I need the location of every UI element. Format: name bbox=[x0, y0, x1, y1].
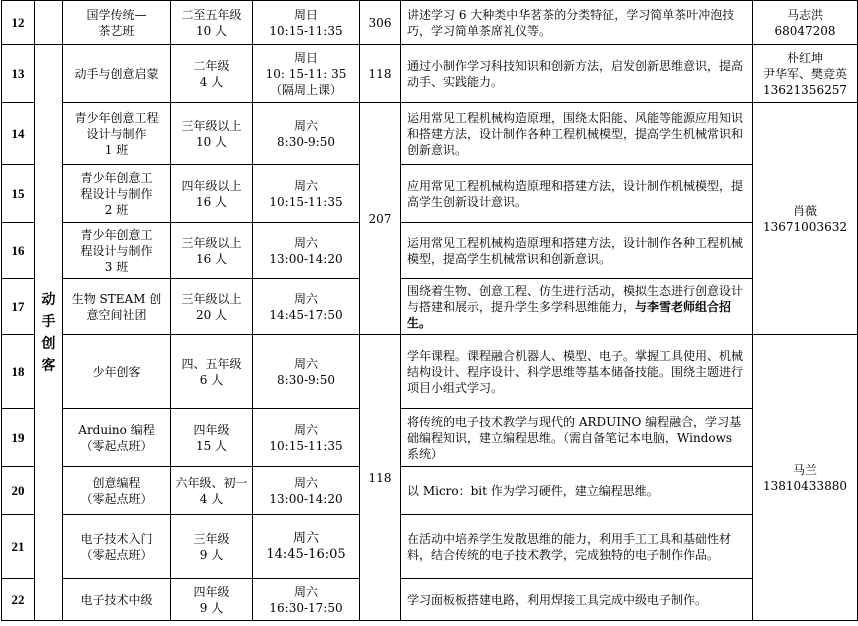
course-description bbox=[401, 223, 753, 279]
row-number: 17 bbox=[2, 279, 35, 335]
quota-line: 10 人 bbox=[195, 134, 228, 149]
grade-line: 三年级以上 bbox=[181, 118, 242, 133]
category-cell-empty bbox=[35, 1, 63, 45]
table-row bbox=[2, 579, 858, 621]
grade-quota bbox=[171, 335, 253, 409]
table-row bbox=[2, 409, 858, 467]
grade-quota bbox=[171, 579, 253, 621]
course-name bbox=[63, 165, 171, 223]
course-name bbox=[63, 467, 171, 515]
course-name-line: 意空间社团 bbox=[86, 307, 147, 322]
quota-line: 4 人 bbox=[199, 74, 224, 89]
course-name bbox=[63, 335, 171, 409]
quota-line: 20 人 bbox=[195, 307, 228, 322]
grade-quota bbox=[171, 279, 253, 335]
grade-quota bbox=[171, 223, 253, 279]
course-description bbox=[401, 279, 753, 335]
grade-quota bbox=[171, 515, 253, 579]
table-row bbox=[2, 335, 858, 409]
time-range: 8:30-9:50 bbox=[277, 372, 335, 387]
course-name bbox=[63, 103, 171, 165]
course-name-line: 程设计与制作 bbox=[80, 243, 153, 258]
course-name-line: 设计与制作 bbox=[86, 126, 147, 141]
teacher-contact bbox=[753, 335, 858, 621]
quota-line: 9 人 bbox=[199, 600, 224, 615]
teacher-contact bbox=[753, 103, 858, 335]
quota-line: 10 人 bbox=[195, 23, 228, 38]
table-row bbox=[2, 515, 858, 579]
row-number: 16 bbox=[2, 223, 35, 279]
description-text: 应用常见工程机械构造原理和搭建方法，设计制作机械模型，提高学生创新设计意识。 bbox=[407, 178, 744, 209]
time-day: 周日 bbox=[293, 7, 318, 22]
description-text: 运用常见工程机械构造原理和搭建方法，设计制作各种工程机械模型，提高学生机械常识和创新意识。 bbox=[407, 235, 744, 266]
class-time bbox=[253, 335, 360, 409]
time-range: 13:00-14:20 bbox=[269, 491, 343, 506]
row-number: 18 bbox=[2, 335, 35, 409]
teacher-contact bbox=[753, 1, 858, 45]
teacher-name: 马兰 bbox=[792, 462, 817, 477]
course-name-line: 2 班 bbox=[104, 202, 129, 217]
grade-quota bbox=[171, 103, 253, 165]
course-description bbox=[401, 579, 753, 621]
course-name bbox=[63, 279, 171, 335]
grade-line: 二至五年级 bbox=[181, 7, 242, 22]
row-number: 20 bbox=[2, 467, 35, 515]
quota-line: 16 人 bbox=[195, 194, 228, 209]
course-name-line: 青少年创意工 bbox=[80, 170, 153, 185]
row-number: 13 bbox=[2, 45, 35, 103]
time-day: 周六 bbox=[293, 235, 318, 250]
time-range: 16:30-17:50 bbox=[269, 600, 343, 615]
row-number: 19 bbox=[2, 409, 35, 467]
teacher-name: 尹华军、樊竞英 bbox=[762, 66, 847, 81]
course-name-line: （零起点班） bbox=[80, 491, 153, 506]
time-range: 10: 15-11: 35 bbox=[265, 66, 347, 81]
time-day: 周六 bbox=[293, 356, 318, 371]
class-time bbox=[253, 409, 360, 467]
table-row bbox=[2, 279, 858, 335]
row-number: 12 bbox=[2, 1, 35, 45]
class-time bbox=[253, 45, 360, 103]
course-schedule-table bbox=[1, 0, 858, 621]
teacher-phone: 13810433880 bbox=[763, 478, 847, 493]
table-row bbox=[2, 467, 858, 515]
quota-line: 15 人 bbox=[195, 438, 228, 453]
description-text: 通过小制作学习科技知识和创新方法，启发创新思维意识，提高动手、实践能力。 bbox=[407, 58, 744, 89]
course-name bbox=[63, 579, 171, 621]
grade-quota bbox=[171, 165, 253, 223]
grade-line: 二年级 bbox=[193, 58, 230, 73]
course-name-line: 程设计与制作 bbox=[80, 186, 153, 201]
class-time bbox=[253, 579, 360, 621]
course-name-line: 动手与创意启蒙 bbox=[74, 66, 159, 81]
grade-line: 三年级以上 bbox=[181, 291, 242, 306]
description-text: 将传统的电子技术教学与现代的 ARDUINO 编程融合，学习基础编程知识，建立编程思维。（需自备笔记本电脑，Windows 系统） bbox=[407, 414, 742, 461]
time-note: （隔周上课） bbox=[269, 82, 342, 97]
room-number: 306 bbox=[360, 1, 401, 45]
course-name bbox=[63, 45, 171, 103]
course-description bbox=[401, 409, 753, 467]
grade-line: 四年级 bbox=[193, 422, 230, 437]
row-number: 14 bbox=[2, 103, 35, 165]
quota-line: 6 人 bbox=[199, 372, 224, 387]
course-name-line: 3 班 bbox=[104, 259, 129, 274]
course-name-line: （零起点班） bbox=[80, 547, 153, 562]
description-text: 学习面板板搭建电路，利用焊接工具完成中级电子制作。 bbox=[407, 592, 708, 607]
time-day: 周六 bbox=[293, 178, 318, 193]
course-name-line: （零起点班） bbox=[80, 438, 153, 453]
class-time bbox=[253, 223, 360, 279]
row-number: 22 bbox=[2, 579, 35, 621]
time-range: 14:45-17:50 bbox=[269, 307, 343, 322]
grade-quota bbox=[171, 467, 253, 515]
time-day: 周日 bbox=[293, 50, 318, 65]
grade-line: 四年级 bbox=[193, 584, 230, 599]
category-label bbox=[35, 45, 63, 621]
grade-quota bbox=[171, 1, 253, 45]
table-row bbox=[2, 45, 858, 103]
table-row bbox=[2, 165, 858, 223]
course-description bbox=[401, 515, 753, 579]
time-range: 10:15-11:35 bbox=[269, 194, 343, 209]
table-row bbox=[2, 1, 858, 45]
description-text: 围绕着生物、创意工程、仿生进行活动，模拟生态进行创意设计与搭建和展示，提升学生多学科思维能力， bbox=[407, 283, 744, 314]
grade-line: 四年级以上 bbox=[181, 178, 242, 193]
course-description bbox=[401, 1, 753, 45]
teacher-name: 朴红坤 bbox=[786, 50, 823, 65]
grade-line: 三年级 bbox=[193, 531, 230, 546]
course-name-line: 少年创客 bbox=[92, 364, 141, 379]
room-number: 118 bbox=[360, 45, 401, 103]
description-text: 运用常见工程机械构造原理，围绕太阳能、风能等能源应用知识和搭建方法，设计制作各种工程机械模型，提高学生机械常识和创新意识。 bbox=[407, 110, 744, 157]
time-day: 周六 bbox=[293, 584, 318, 599]
course-name-line: 生物 STEAM 创 bbox=[71, 291, 162, 306]
course-name-line: Arduino 编程 bbox=[78, 422, 155, 437]
time-day: 周六 bbox=[293, 422, 318, 437]
category-char: 创 bbox=[41, 335, 56, 352]
description-text: 讲述学习 6 大种类中华茗茶的分类特征，学习简单茶叶冲泡技巧，学习简单茶席礼仪等。 bbox=[407, 7, 735, 38]
description-text: 在活动中培养学生发散思维的能力，利用手工工具和基础性材料，结合传统的电子技术教学，完成独特的电子制作作品。 bbox=[407, 531, 732, 562]
grade-line: 六年级、初一 bbox=[175, 475, 248, 490]
table-row bbox=[2, 103, 858, 165]
teacher-phone: 13671003632 bbox=[763, 219, 847, 234]
description-bold-note: 与李雪老师组合招生。 bbox=[407, 299, 732, 330]
row-number: 21 bbox=[2, 515, 35, 579]
row-number: 15 bbox=[2, 165, 35, 223]
course-description bbox=[401, 45, 753, 103]
course-description bbox=[401, 467, 753, 515]
course-description bbox=[401, 335, 753, 409]
class-time bbox=[253, 279, 360, 335]
table-row bbox=[2, 223, 858, 279]
course-name-line: 创意编程 bbox=[92, 475, 141, 490]
time-day: 周六 bbox=[293, 475, 318, 490]
time-day: 周六 bbox=[292, 530, 319, 546]
class-time bbox=[253, 1, 360, 45]
category-char: 手 bbox=[41, 313, 56, 330]
class-time bbox=[253, 515, 360, 579]
course-name bbox=[63, 223, 171, 279]
course-name-line: 电子技术中级 bbox=[80, 592, 153, 607]
course-name-line: 电子技术入门 bbox=[80, 531, 153, 546]
class-time bbox=[253, 165, 360, 223]
teacher-phone: 13621356257 bbox=[763, 82, 847, 97]
teacher-phone: 68047208 bbox=[774, 23, 836, 38]
category-char: 客 bbox=[41, 357, 56, 374]
course-name-line: 国学传统— bbox=[86, 7, 147, 22]
room-number: 118 bbox=[360, 335, 401, 621]
grade-quota bbox=[171, 409, 253, 467]
time-range: 14:45-16:05 bbox=[266, 546, 346, 562]
course-name-line: 青少年创意工程 bbox=[74, 110, 159, 125]
time-range: 13:00-14:20 bbox=[269, 251, 343, 266]
teacher-name: 肖薇 bbox=[792, 203, 817, 218]
description-text: 学年课程。课程融合机器人、模型、电子。掌握工具使用、机械结构设计、程序设计、科学思维等基本储备技能。围绕主题进行项目小组式学习。 bbox=[407, 348, 744, 395]
quota-line: 4 人 bbox=[199, 491, 224, 506]
time-range: 10:15-11:35 bbox=[269, 23, 343, 38]
time-day: 周六 bbox=[293, 291, 318, 306]
grade-line: 三年级以上 bbox=[181, 235, 242, 250]
time-day: 周六 bbox=[293, 118, 318, 133]
course-description bbox=[401, 165, 753, 223]
category-char: 动 bbox=[41, 291, 56, 308]
grade-quota bbox=[171, 45, 253, 103]
quota-line: 9 人 bbox=[199, 547, 224, 562]
course-name bbox=[63, 1, 171, 45]
description-text: 以 Micro：bit 作为学习硬件，建立编程思维。 bbox=[407, 483, 659, 498]
class-time bbox=[253, 103, 360, 165]
course-name-line: 1 班 bbox=[104, 142, 129, 157]
class-time bbox=[253, 467, 360, 515]
course-name-line: 青少年创意工 bbox=[80, 227, 153, 242]
course-description bbox=[401, 103, 753, 165]
course-name-line: 茶艺班 bbox=[98, 23, 135, 38]
quota-line: 16 人 bbox=[195, 251, 228, 266]
room-number: 207 bbox=[360, 103, 401, 335]
course-name bbox=[63, 515, 171, 579]
teacher-contact bbox=[753, 45, 858, 103]
time-range: 10:15-11:35 bbox=[269, 438, 343, 453]
course-name bbox=[63, 409, 171, 467]
time-range: 8:30-9:50 bbox=[277, 134, 335, 149]
grade-line: 四、五年级 bbox=[181, 356, 242, 371]
teacher-name: 马志洪 bbox=[786, 7, 823, 22]
